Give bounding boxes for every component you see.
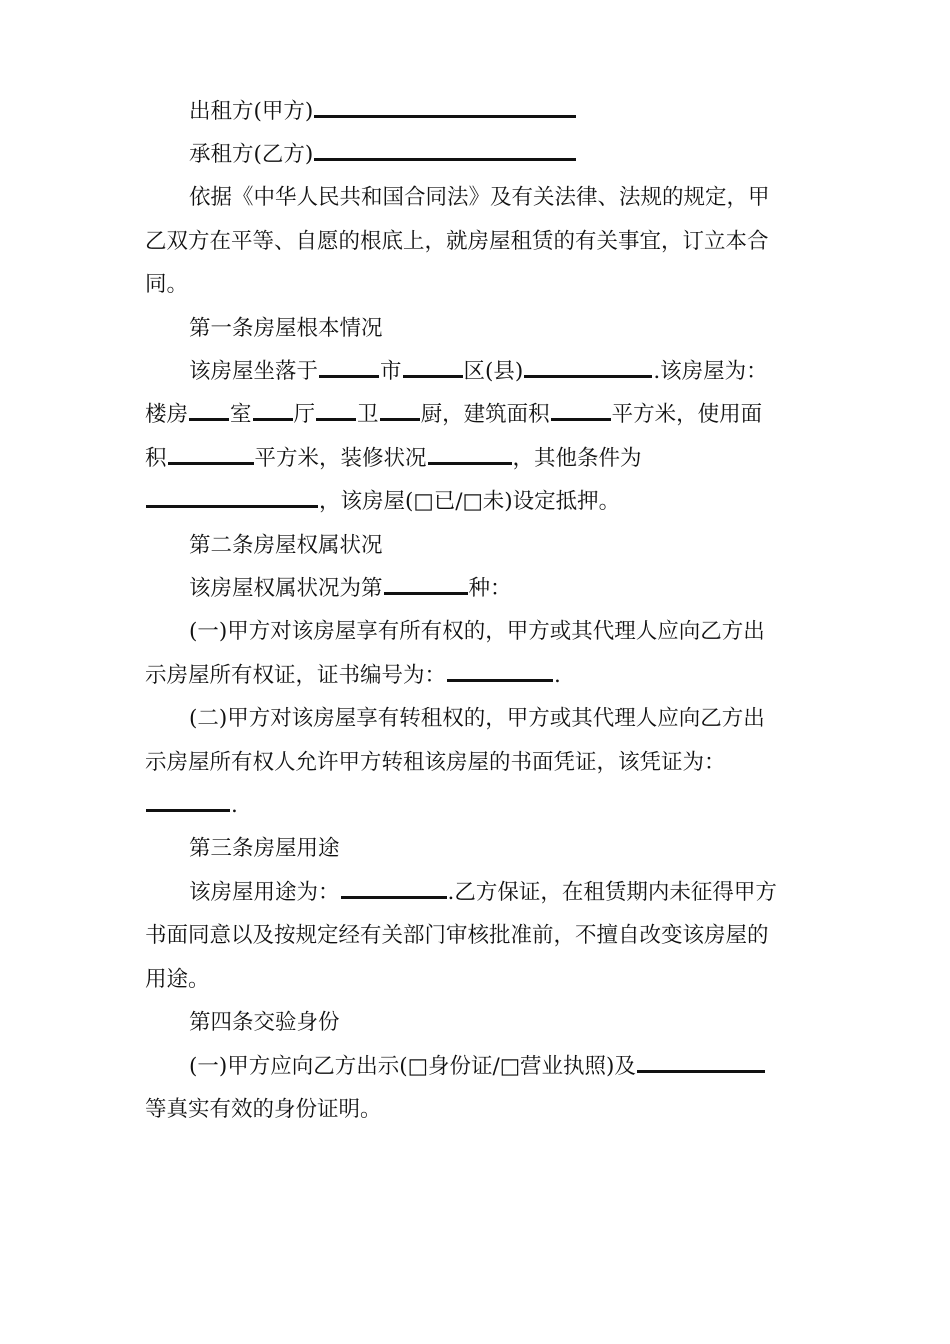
article-3-line-2: 书面同意以及按规定经有关部门审核批准前，不擅自改变该房屋的 bbox=[145, 923, 769, 948]
city-blank[interactable] bbox=[319, 357, 379, 378]
lessor-line bbox=[189, 97, 859, 127]
decoration-label: 平方米，装修状况 bbox=[254, 446, 427, 471]
article-1-line-4 bbox=[145, 487, 815, 517]
ownership-label: 该房屋权属状况为第 bbox=[189, 576, 383, 601]
article-2-line-1 bbox=[189, 574, 859, 604]
house-type-label: .该房屋为： bbox=[653, 359, 768, 384]
ownership-type-blank[interactable] bbox=[384, 574, 468, 595]
decoration-blank[interactable] bbox=[428, 444, 512, 465]
article-2-title: 第二条房屋权属状况 bbox=[189, 533, 383, 558]
lessee-label: 承租方(乙方) bbox=[189, 142, 314, 167]
certificate-end: . bbox=[554, 663, 561, 688]
ownership-suffix: 种： bbox=[468, 576, 512, 601]
article-1-line-2 bbox=[145, 400, 815, 430]
kitchen-blank[interactable] bbox=[380, 400, 420, 421]
article-3-line-3: 用途。 bbox=[145, 967, 210, 992]
usage-label: 该房屋用途为： bbox=[189, 880, 340, 905]
mortgage-label: ，该房屋(□已/□未)设定抵押。 bbox=[319, 489, 621, 514]
article-2-item-1-line-1: (一)甲方对该房屋享有所有权的，甲方或其代理人应向乙方出 bbox=[189, 619, 765, 644]
article-4-item-1-line-1 bbox=[189, 1052, 859, 1082]
room-label: 室 bbox=[230, 402, 252, 427]
preamble-line-1: 依据《中华人民共和国合同法》及有关法律、法规的规定，甲 bbox=[189, 185, 770, 210]
article-2-item-2-line-1: (二)甲方对该房屋享有转租权的，甲方或其代理人应向乙方出 bbox=[189, 706, 765, 731]
usage-guarantee: .乙方保证，在租赁期内未征得甲方 bbox=[447, 880, 777, 905]
build-area-blank[interactable] bbox=[551, 400, 611, 421]
address-blank[interactable] bbox=[524, 357, 652, 378]
article-2-item-2-line-2: 示房屋所有权人允许甲方转租该房屋的书面凭证，该凭证为： bbox=[145, 750, 726, 775]
city-label: 市 bbox=[380, 359, 402, 384]
article-2-item-1-line-2 bbox=[145, 661, 815, 691]
article-4-item-1-line-2: 等真实有效的身份证明。 bbox=[145, 1097, 382, 1122]
article-4-title: 第四条交验身份 bbox=[189, 1010, 340, 1035]
certificate-number-blank[interactable] bbox=[447, 661, 553, 682]
lessee-blank[interactable] bbox=[314, 140, 576, 161]
article-3-title: 第三条房屋用途 bbox=[189, 836, 340, 861]
use-area-blank[interactable] bbox=[168, 444, 254, 465]
sublease-proof-blank[interactable] bbox=[146, 791, 230, 812]
article-1-line-3 bbox=[145, 444, 815, 474]
preamble-line-2: 乙双方在平等、自愿的根底上，就房屋租赁的有关事宜，订立本合 bbox=[145, 229, 769, 254]
lessor-blank[interactable] bbox=[314, 97, 576, 118]
identity-doc-blank[interactable] bbox=[637, 1052, 765, 1073]
sublease-proof-end: . bbox=[231, 793, 238, 818]
room-blank[interactable] bbox=[189, 400, 229, 421]
usage-blank[interactable] bbox=[341, 878, 447, 899]
preamble-line-3: 同。 bbox=[145, 272, 189, 297]
certificate-label: 示房屋所有权证，证书编号为： bbox=[145, 663, 447, 688]
other-conditions-label: ，其他条件为 bbox=[512, 446, 642, 471]
other-conditions-blank[interactable] bbox=[146, 487, 318, 508]
hall-label: 厅 bbox=[293, 402, 316, 427]
location-label: 该房屋坐落于 bbox=[189, 359, 319, 384]
lessee-line bbox=[189, 140, 859, 170]
district-label: 区(县) bbox=[463, 359, 524, 384]
article-2-item-2-line-3 bbox=[145, 791, 815, 821]
use-area-label: 平方米，使用面 bbox=[611, 402, 763, 427]
lessor-label: 出租方(甲方) bbox=[189, 99, 314, 124]
bath-blank[interactable] bbox=[316, 400, 356, 421]
district-blank[interactable] bbox=[403, 357, 463, 378]
article-3-line-1 bbox=[189, 878, 859, 908]
identity-label: (一)甲方应向乙方出示(□身份证/□营业执照)及 bbox=[189, 1054, 636, 1079]
article-1-line-1 bbox=[189, 357, 859, 387]
kitchen-area-label: 厨，建筑面积 bbox=[420, 402, 550, 427]
bath-label: 卫 bbox=[357, 402, 379, 427]
building-label: 楼房 bbox=[145, 402, 189, 427]
area-label: 积 bbox=[145, 446, 167, 471]
hall-blank[interactable] bbox=[253, 400, 293, 421]
article-1-title: 第一条房屋根本情况 bbox=[189, 316, 383, 341]
